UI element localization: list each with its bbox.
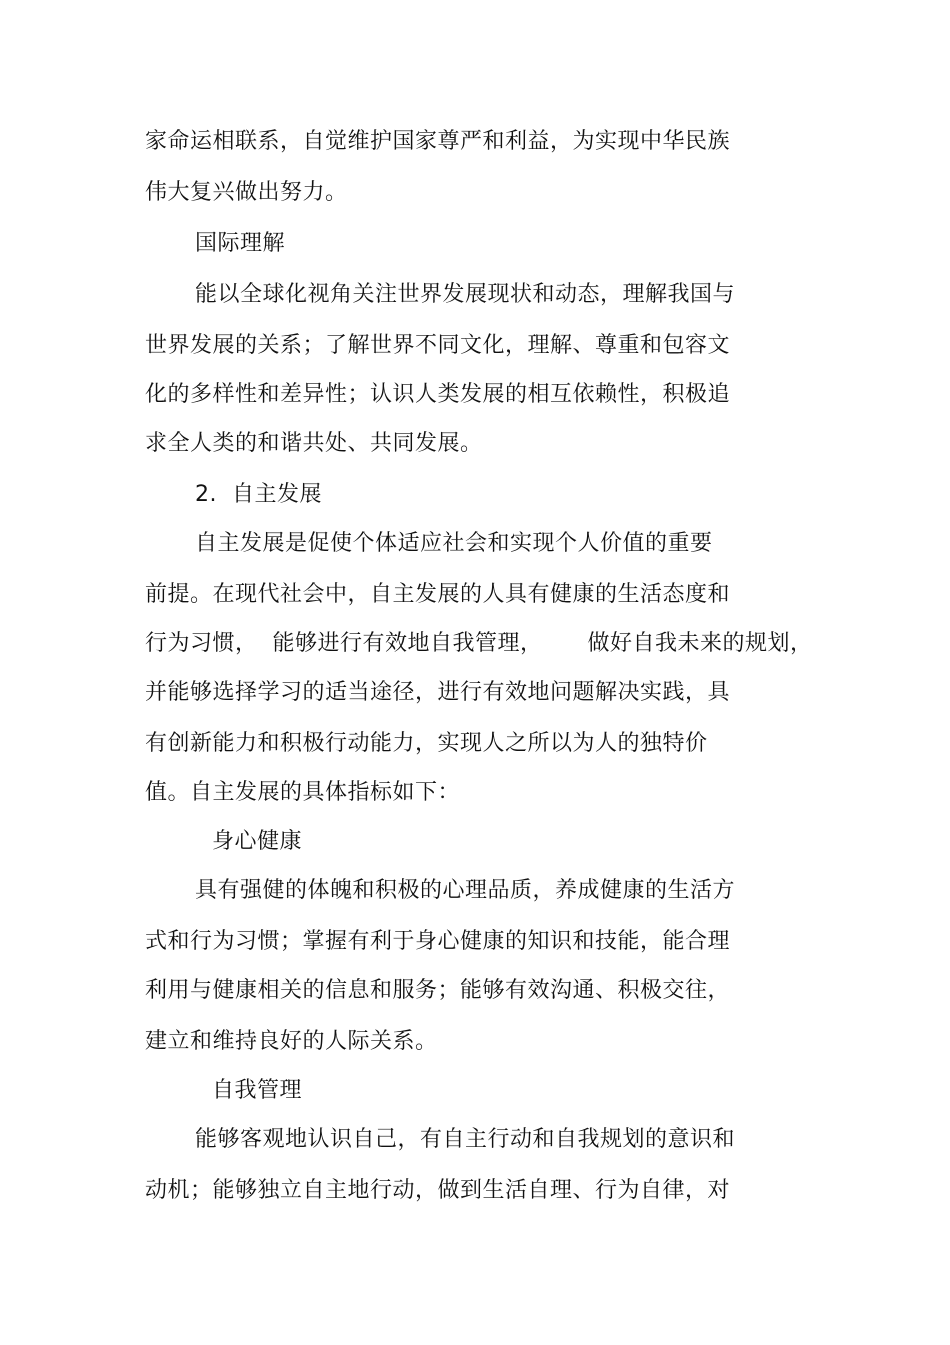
text-line: 化的多样性和差异性；认识人类发展的相互依赖性，积极追: [145, 382, 731, 407]
section-heading: 身心健康: [212, 829, 303, 854]
text-line: 行为习惯， 能够进行有效地自我管理， 做好自我未来的规划，: [145, 631, 813, 656]
text-line: 具有强健的体魄和积极的心理品质，养成健康的生活方: [195, 878, 736, 903]
text-line: 求全人类的和谐共处、共同发展。: [145, 431, 483, 456]
text-line: 有创新能力和积极行动能力，实现人之所以为人的独特价: [145, 731, 708, 756]
text-line: 前提。在现代社会中，自主发展的人具有健康的生活态度和: [145, 582, 731, 607]
text-line: 动机；能够独立自主地行动，做到生活自理、行为自律，对: [145, 1178, 731, 1203]
text-line: 值。自主发展的具体指标如下：: [145, 780, 461, 805]
section-heading: 自我管理: [212, 1078, 303, 1103]
text-line: 世界发展的关系；了解世界不同文化，理解、尊重和包容文: [145, 333, 731, 358]
section-heading: 国际理解: [195, 231, 286, 256]
text-line: 利用与健康相关的信息和服务；能够有效沟通、积极交往，: [145, 978, 731, 1003]
text-line: 自主发展是促使个体适应社会和实现个人价值的重要: [195, 531, 713, 556]
text-line: 伟大复兴做出努力。: [145, 180, 348, 205]
text-line: 并能够选择学习的适当途径，进行有效地问题解决实践，具: [145, 680, 731, 705]
text-line: 建立和维持良好的人际关系。: [145, 1029, 438, 1054]
text-line: 式和行为习惯；掌握有利于身心健康的知识和技能，能合理: [145, 929, 731, 954]
text-line: 能以全球化视角关注世界发展现状和动态，理解我国与: [195, 282, 736, 307]
text-line: 家命运相联系，自觉维护国家尊严和利益，为实现中华民族: [145, 129, 731, 154]
section-heading: 2. 自主发展: [195, 482, 322, 507]
text-line: 能够客观地认识自己，有自主行动和自我规划的意识和: [195, 1127, 736, 1152]
